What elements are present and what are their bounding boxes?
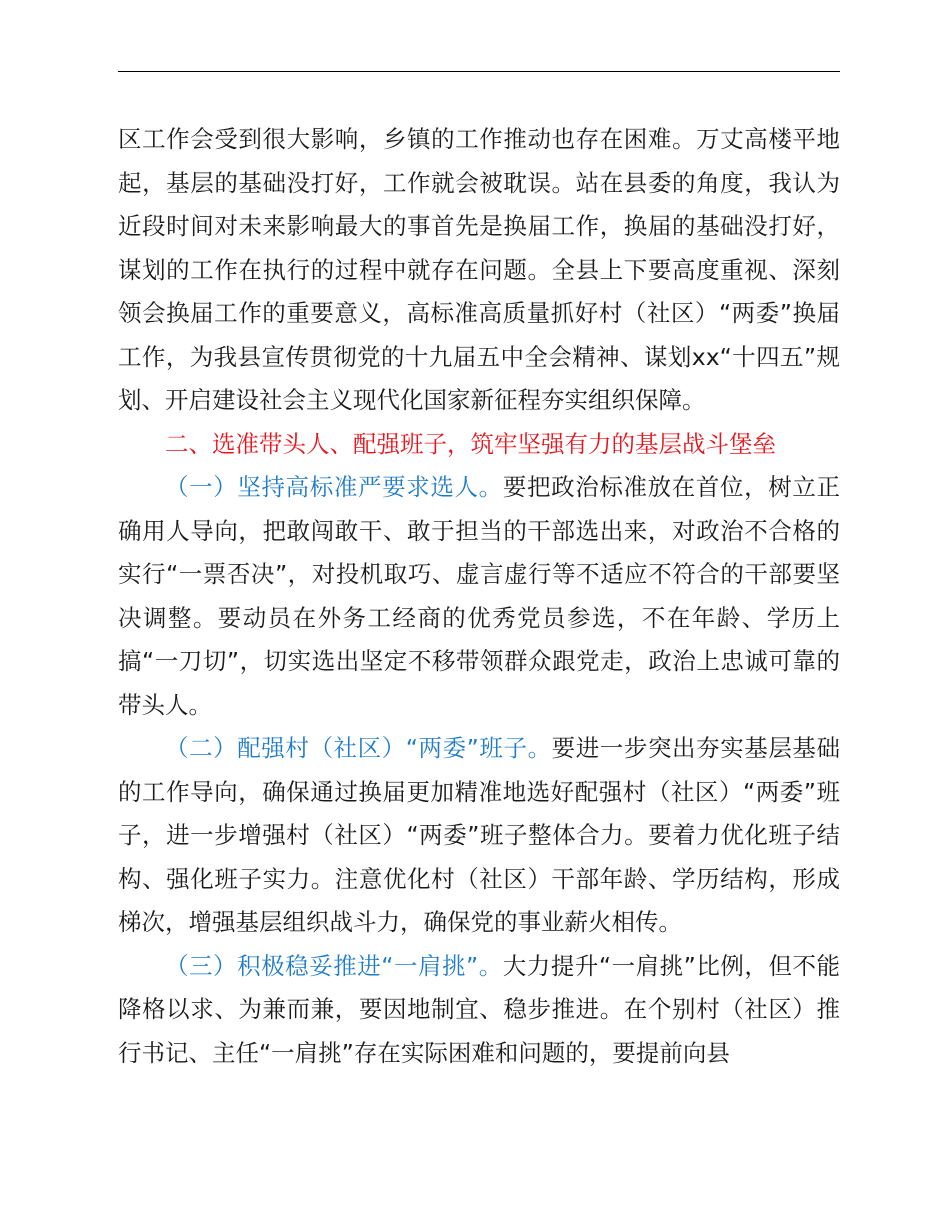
subsection-1 bbox=[118, 466, 840, 727]
subsection-3-body: 大力提升“一肩挑”比例，但不能降格以求、为兼而兼，要因地制宜、稳步推进。在个别村（社区）推行书记、主任“一肩挑”存在实际困难和问题的，要提前向县 bbox=[118, 951, 840, 1067]
header-rule bbox=[118, 71, 840, 72]
subsection-1-heading: （一）坚持高标准严要求选人。 bbox=[165, 473, 503, 501]
subsection-2-body: 要进一步突出夯实基层基础的工作导向，确保通过换届更加精准地选好配强村（社区）“两委”班子，进一步增强村（社区）“两委”班子整体合力。要着力优化班子结构、强化班子实力。注意优化村（社区）干部年龄、学历结构，形成梯次，增强基层组织战斗力，确保党的事业薪火相传。 bbox=[118, 734, 840, 936]
document-body bbox=[118, 118, 840, 1075]
subsection-2-heading: （二）配强村（社区）“两委”班子。 bbox=[165, 734, 552, 762]
subsection-2 bbox=[118, 727, 840, 945]
subsection-3 bbox=[118, 945, 840, 1076]
section-heading: 二、选准带头人、配强班子，筑牢坚强有力的基层战斗堡垒 bbox=[165, 429, 776, 458]
continuation-paragraph: 区工作会受到很大影响，乡镇的工作推动也存在困难。万丈高楼平地起，基层的基础没打好，工作就会被耽误。站在县委的角度，我认为近段时间对未来影响最大的事首先是换届工作，换届的基础没打好，谋划的工作在执行的过程中就存在问题。全县上下要高度重视、深刻领会换届工作的重要意义，高标准高质量抓好村（社区）“两委”换届工作，为我县宣传贯彻党的十九届五中全会精神、谋划xx“十四五”规划、开启建设社会主义现代化国家新征程夯实组织保障。 bbox=[118, 125, 840, 414]
subsection-1-body: 要把政治标准放在首位，树立正确用人导向，把敢闯敢干、敢于担当的干部选出来，对政治不合格的实行“一票否决”，对投机取巧、虚言虚行等不适应不符合的干部要坚决调整。要动员在外务工经商的优秀党员参选，不在年龄、学历上搞“一刀切”，切实选出坚定不移带领群众跟党走，政治上忠诚可靠的带头人。 bbox=[118, 473, 841, 719]
subsection-3-heading: （三）积极稳妥推进“一肩挑”。 bbox=[165, 951, 503, 980]
